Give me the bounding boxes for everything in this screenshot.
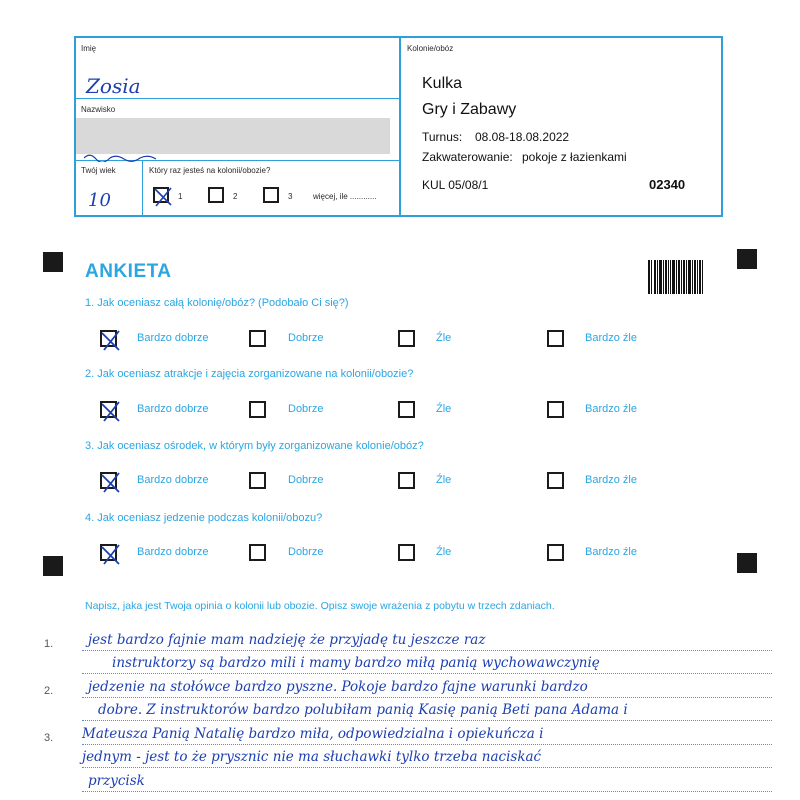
rating-checkbox[interactable] — [547, 544, 564, 561]
question-text: 2. Jak oceniasz atrakcje i zajęcia zorganizowane na kolonii/obozie? — [85, 368, 414, 380]
rating-option-label: Źle — [436, 332, 452, 344]
rating-checkbox[interactable] — [398, 544, 415, 561]
answer-text-line-5[interactable]: Mateusza Panią Natalię bardzo miła, odpowiedzialna i opiekuńcza i — [82, 726, 544, 742]
rating-option-label: Bardzo źle — [585, 474, 637, 486]
rating-option-label: Źle — [436, 403, 452, 415]
check-x-icon — [98, 470, 124, 496]
times-more-label: więcej, ile ............ — [313, 192, 377, 201]
rating-checkbox[interactable] — [249, 472, 266, 489]
answer-text-line-7[interactable]: przycisk — [88, 773, 145, 789]
rating-option-label: Bardzo dobrze — [137, 474, 209, 486]
rating-option-label: Źle — [436, 474, 452, 486]
rating-option-label: Bardzo źle — [585, 546, 637, 558]
times-option-1: 1 — [178, 192, 183, 201]
rating-option-label: Bardzo źle — [585, 403, 637, 415]
rating-option-label: Dobrze — [288, 474, 324, 486]
answer-text-line-4[interactable]: dobre. Z instruktorów bardzo polubiłam panią Kasię panią Beti pana Adama i — [98, 702, 628, 718]
rating-option-label: Dobrze — [288, 332, 324, 344]
rating-checkbox[interactable] — [547, 401, 564, 418]
times-checkbox-2[interactable] — [208, 187, 224, 203]
times-label: Który raz jesteś na kolonii/obozie? — [149, 166, 271, 175]
times-option-3: 3 — [288, 192, 293, 201]
surname-label: Nazwisko — [81, 105, 116, 114]
answer-text-line-3[interactable]: jedzenie na stołówce bardzo pyszne. Pokoje bardzo fajne warunki bardzo — [88, 679, 588, 695]
rating-checkbox[interactable] — [100, 544, 117, 561]
age-label: Twój wiek — [81, 166, 116, 175]
accommodation-label: Zakwaterowanie: — [422, 150, 513, 164]
rating-checkbox[interactable] — [398, 330, 415, 347]
age-value[interactable]: 10 — [88, 190, 111, 211]
rating-option-label: Bardzo dobrze — [137, 403, 209, 415]
sentence-number-2: 2. — [44, 685, 54, 697]
rating-option-label: Bardzo źle — [585, 332, 637, 344]
rating-checkbox[interactable] — [100, 401, 117, 418]
answer-line — [82, 650, 772, 651]
rating-option-label: Źle — [436, 546, 452, 558]
opinion-prompt: Napisz, jaka jest Twoja opinia o kolonii lub obozie. Opisz swoje wrażenia z pobytu w trzech zdaniach. — [85, 600, 555, 612]
answer-line — [82, 791, 772, 792]
answer-text-line-6[interactable]: jednym - jest to że prysznic nie ma słuchawki tylko trzeba naciskać — [82, 749, 542, 765]
name-value[interactable]: Zosia — [86, 74, 141, 98]
name-label: Imię — [81, 44, 97, 53]
rating-checkbox[interactable] — [249, 544, 266, 561]
answer-line — [82, 744, 772, 745]
surname-handwriting-fragment — [76, 150, 166, 162]
registration-mark-top-right — [737, 249, 757, 269]
rating-checkbox[interactable] — [398, 472, 415, 489]
rating-checkbox[interactable] — [547, 330, 564, 347]
check-x-icon — [98, 542, 124, 568]
answer-line — [82, 697, 772, 698]
check-x-icon — [98, 328, 124, 354]
question-text: 4. Jak oceniasz jedzenie podczas kolonii/obozu? — [85, 512, 323, 524]
question-text: 3. Jak oceniasz ośrodek, w którym były zorganizowane kolonie/obóz? — [85, 440, 424, 452]
rating-checkbox[interactable] — [547, 472, 564, 489]
accommodation-value: pokoje z łazienkami — [522, 150, 627, 164]
times-checkbox-3[interactable] — [263, 187, 279, 203]
times-checkbox-1[interactable] — [153, 187, 169, 203]
form-number: 02340 — [649, 177, 686, 192]
survey-title: ANKIETA — [85, 261, 172, 282]
rating-checkbox[interactable] — [100, 472, 117, 489]
barcode-icon — [648, 260, 703, 294]
answer-line — [82, 673, 772, 674]
check-x-icon — [98, 399, 124, 425]
rating-checkbox[interactable] — [249, 330, 266, 347]
rating-option-label: Dobrze — [288, 546, 324, 558]
rating-option-label: Bardzo dobrze — [137, 546, 209, 558]
answer-line — [82, 720, 772, 721]
rating-checkbox[interactable] — [249, 401, 266, 418]
camp-program: Gry i Zabawy — [422, 101, 517, 118]
rating-option-label: Bardzo dobrze — [137, 332, 209, 344]
camp-code: KUL 05/08/1 — [422, 178, 489, 192]
turnus-label: Turnus: — [422, 130, 463, 144]
turnus-value: 08.08-18.08.2022 — [475, 130, 570, 144]
sentence-number-3: 3. — [44, 732, 54, 744]
camp-name: Kulka — [422, 75, 463, 92]
rating-checkbox[interactable] — [100, 330, 117, 347]
answer-text-line-2[interactable]: instruktorzy są bardzo mili i mamy bardzo miłą panią wychowawczynię — [112, 655, 600, 671]
question-text: 1. Jak oceniasz całą kolonię/obóz? (Podobało Ci się?) — [85, 297, 349, 309]
sentence-number-1: 1. — [44, 638, 54, 650]
check-x-icon — [151, 185, 175, 209]
surname-redacted — [76, 118, 390, 154]
rating-option-label: Dobrze — [288, 403, 324, 415]
registration-mark-bottom-right — [737, 553, 757, 573]
times-option-2: 2 — [233, 192, 238, 201]
answer-line — [82, 767, 772, 768]
answer-text-line-1[interactable]: jest bardzo fajnie mam nadzieję że przyjadę tu jeszcze raz — [88, 632, 486, 648]
rating-checkbox[interactable] — [398, 401, 415, 418]
registration-mark-bottom-left — [43, 556, 63, 576]
registration-mark-top-left — [43, 252, 63, 272]
camp-label: Kolonie/obóz — [407, 44, 454, 53]
